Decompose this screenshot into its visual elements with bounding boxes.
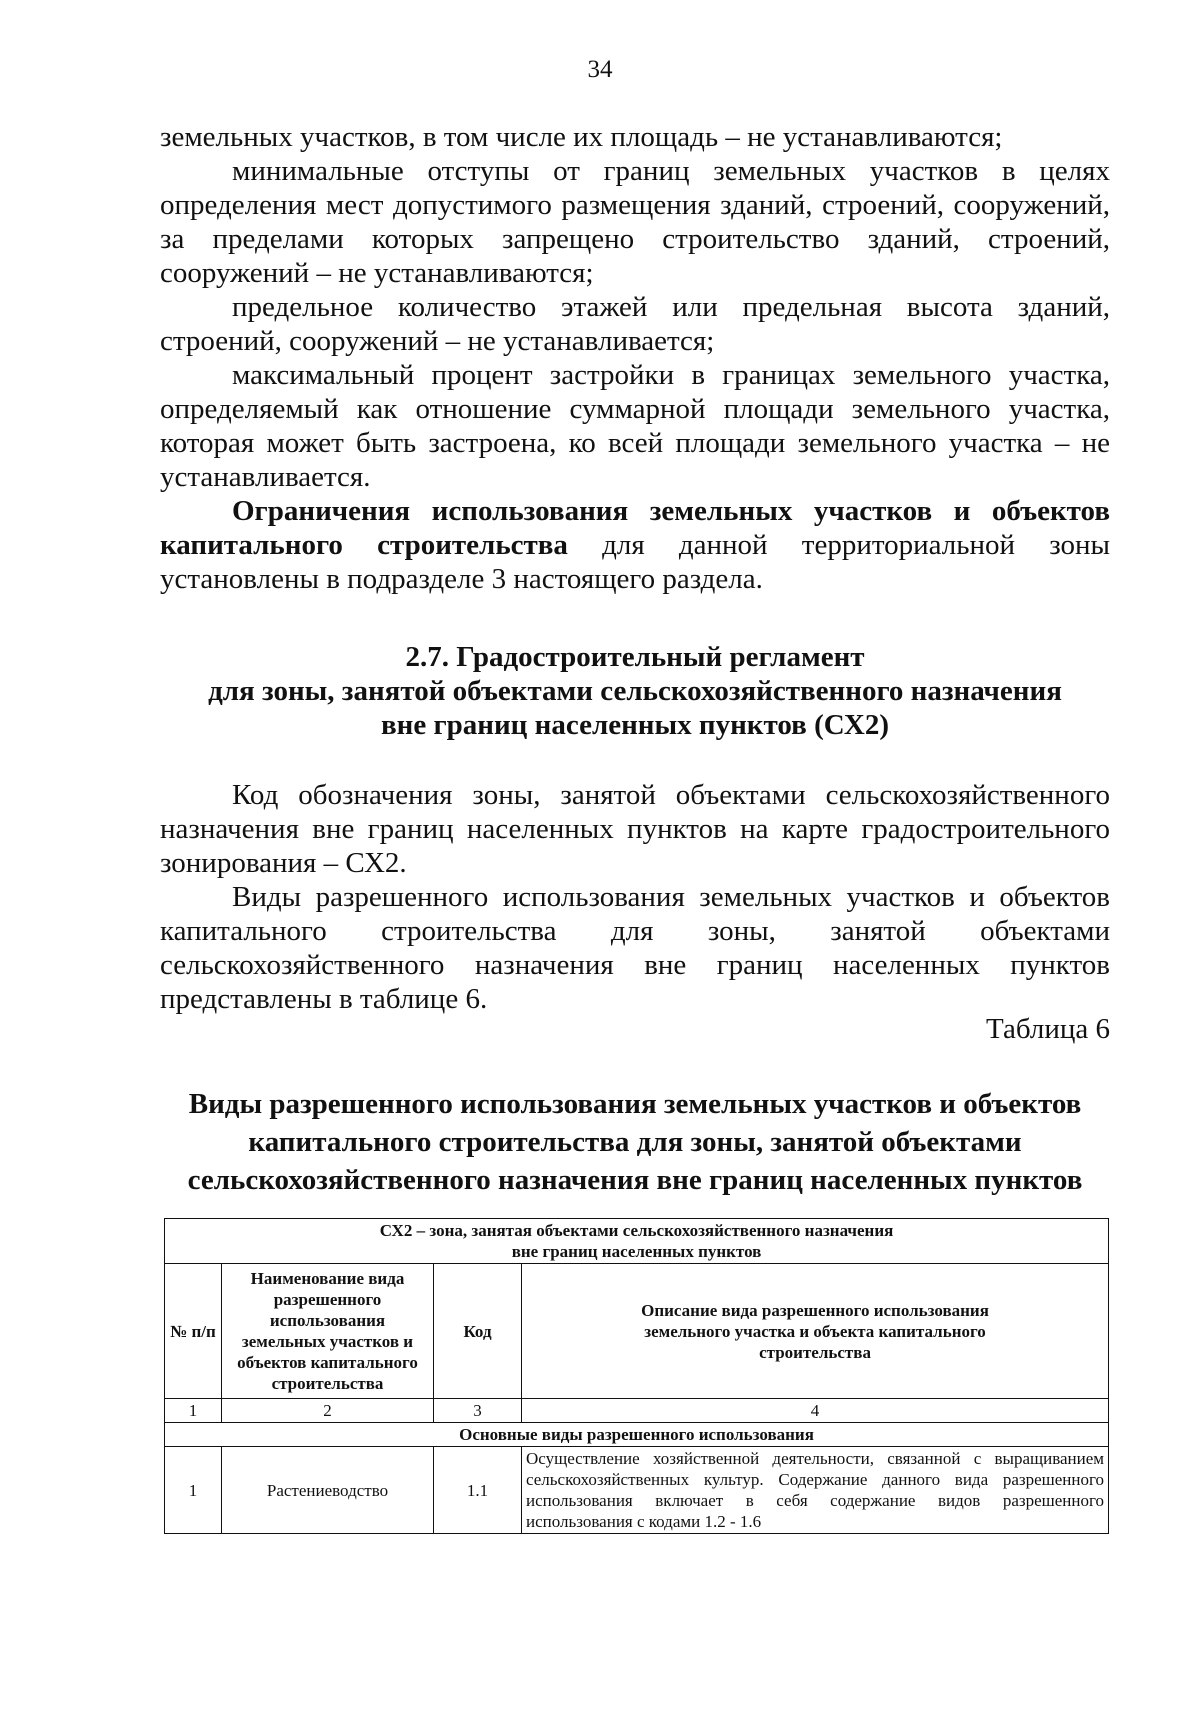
col-number: 2 <box>222 1399 434 1423</box>
paragraph-max-floors: предельное количество этажей или предельная высота зданий, строений, сооружений – не устанавливается; <box>160 291 1110 357</box>
table-label: Таблица 6 <box>985 1013 1110 1045</box>
header-name: Наименование вида разрешенного использования земельных участков и объектов капитального строительства <box>222 1264 434 1399</box>
row-name: Растениеводство <box>222 1447 434 1534</box>
section-heading-line: 2.7. Градостроительный регламент <box>405 641 865 673</box>
table-title-line: капитального строительства для зоны, занятой объектами <box>248 1126 1022 1158</box>
table-zone-title: СХ2 – зона, занятая объектами сельскохозяйственного назначения вне границ населенных пунктов <box>165 1219 1109 1264</box>
section-main-uses: Основные виды разрешенного использования <box>165 1423 1109 1447</box>
restrictions-rest: для данной территориальной зоны установлены в подразделе 3 настоящего раздела. <box>160 529 1111 595</box>
header-num: № п/п <box>165 1264 222 1399</box>
section-heading-line: для зоны, занятой объектами сельскохозяйственного назначения <box>208 675 1062 707</box>
paragraph-plot-area: земельных участков, в том числе их площадь – не устанавливаются; <box>160 121 1003 153</box>
table-title-line: Виды разрешенного использования земельных участков и объектов <box>188 1088 1082 1120</box>
table-row <box>165 1447 1109 1534</box>
row-num: 1 <box>165 1447 222 1534</box>
table-header-row <box>165 1264 1109 1399</box>
section-heading <box>160 640 1110 742</box>
table-column-numbers-row <box>165 1399 1109 1423</box>
row-code: 1.1 <box>434 1447 522 1534</box>
paragraph-zone-code: Код обозначения зоны, занятой объектами сельскохозяйственного назначения вне границ населенных пунктов на карте градостроительного зонирования – СХ2. <box>160 779 1110 879</box>
table-zone-title-row <box>165 1219 1109 1264</box>
header-desc: Описание вида разрешенного использования земельного участка и объекта капитального строительства <box>522 1264 1109 1399</box>
col-number: 4 <box>522 1399 1109 1423</box>
paragraph-min-setbacks: минимальные отступы от границ земельных участков в целях определения мест допустимого размещения зданий, строений, сооружений, за пределами которых запрещено строительство зданий, строений, сооружений – не устанавливаются; <box>160 155 1110 289</box>
zone-description-block <box>160 778 1110 1016</box>
paragraph-max-coverage: максимальный процент застройки в границах земельного участка, определяемый как отношение суммарной площади земельного участка, которая может быть застроена, ко всей площади земельного участка – не устанавливается. <box>160 359 1110 493</box>
table-title <box>160 1085 1110 1199</box>
regulation-text-block <box>160 120 1110 596</box>
section-heading-line: вне границ населенных пунктов (СХ2) <box>380 709 890 741</box>
page-number: 34 <box>587 56 613 83</box>
header-code: Код <box>434 1264 522 1399</box>
col-number: 1 <box>165 1399 222 1423</box>
row-desc: Осуществление хозяйственной деятельности, связанной с выращиванием сельскохозяйственных культур. Содержание данного вида разрешенного использования включает в себя содержание видов разрешенного использования с кодами 1.2 - 1.6 <box>522 1447 1109 1534</box>
restrictions-bold: Ограничения использования земельных участков и объектов капитального строительства <box>160 495 1110 561</box>
table-title-line: сельскохозяйственного назначения вне границ населенных пунктов <box>187 1164 1083 1196</box>
paragraph-restrictions <box>160 494 1110 596</box>
col-number: 3 <box>434 1399 522 1423</box>
table-section-row <box>165 1423 1109 1447</box>
paragraph-usage-types: Виды разрешенного использования земельных участков и объектов капитального строительства для зоны, занятой объектами сельскохозяйственного назначения вне границ населенных пунктов представлены в таблице 6. <box>160 881 1110 1015</box>
usage-types-table <box>164 1218 1109 1534</box>
